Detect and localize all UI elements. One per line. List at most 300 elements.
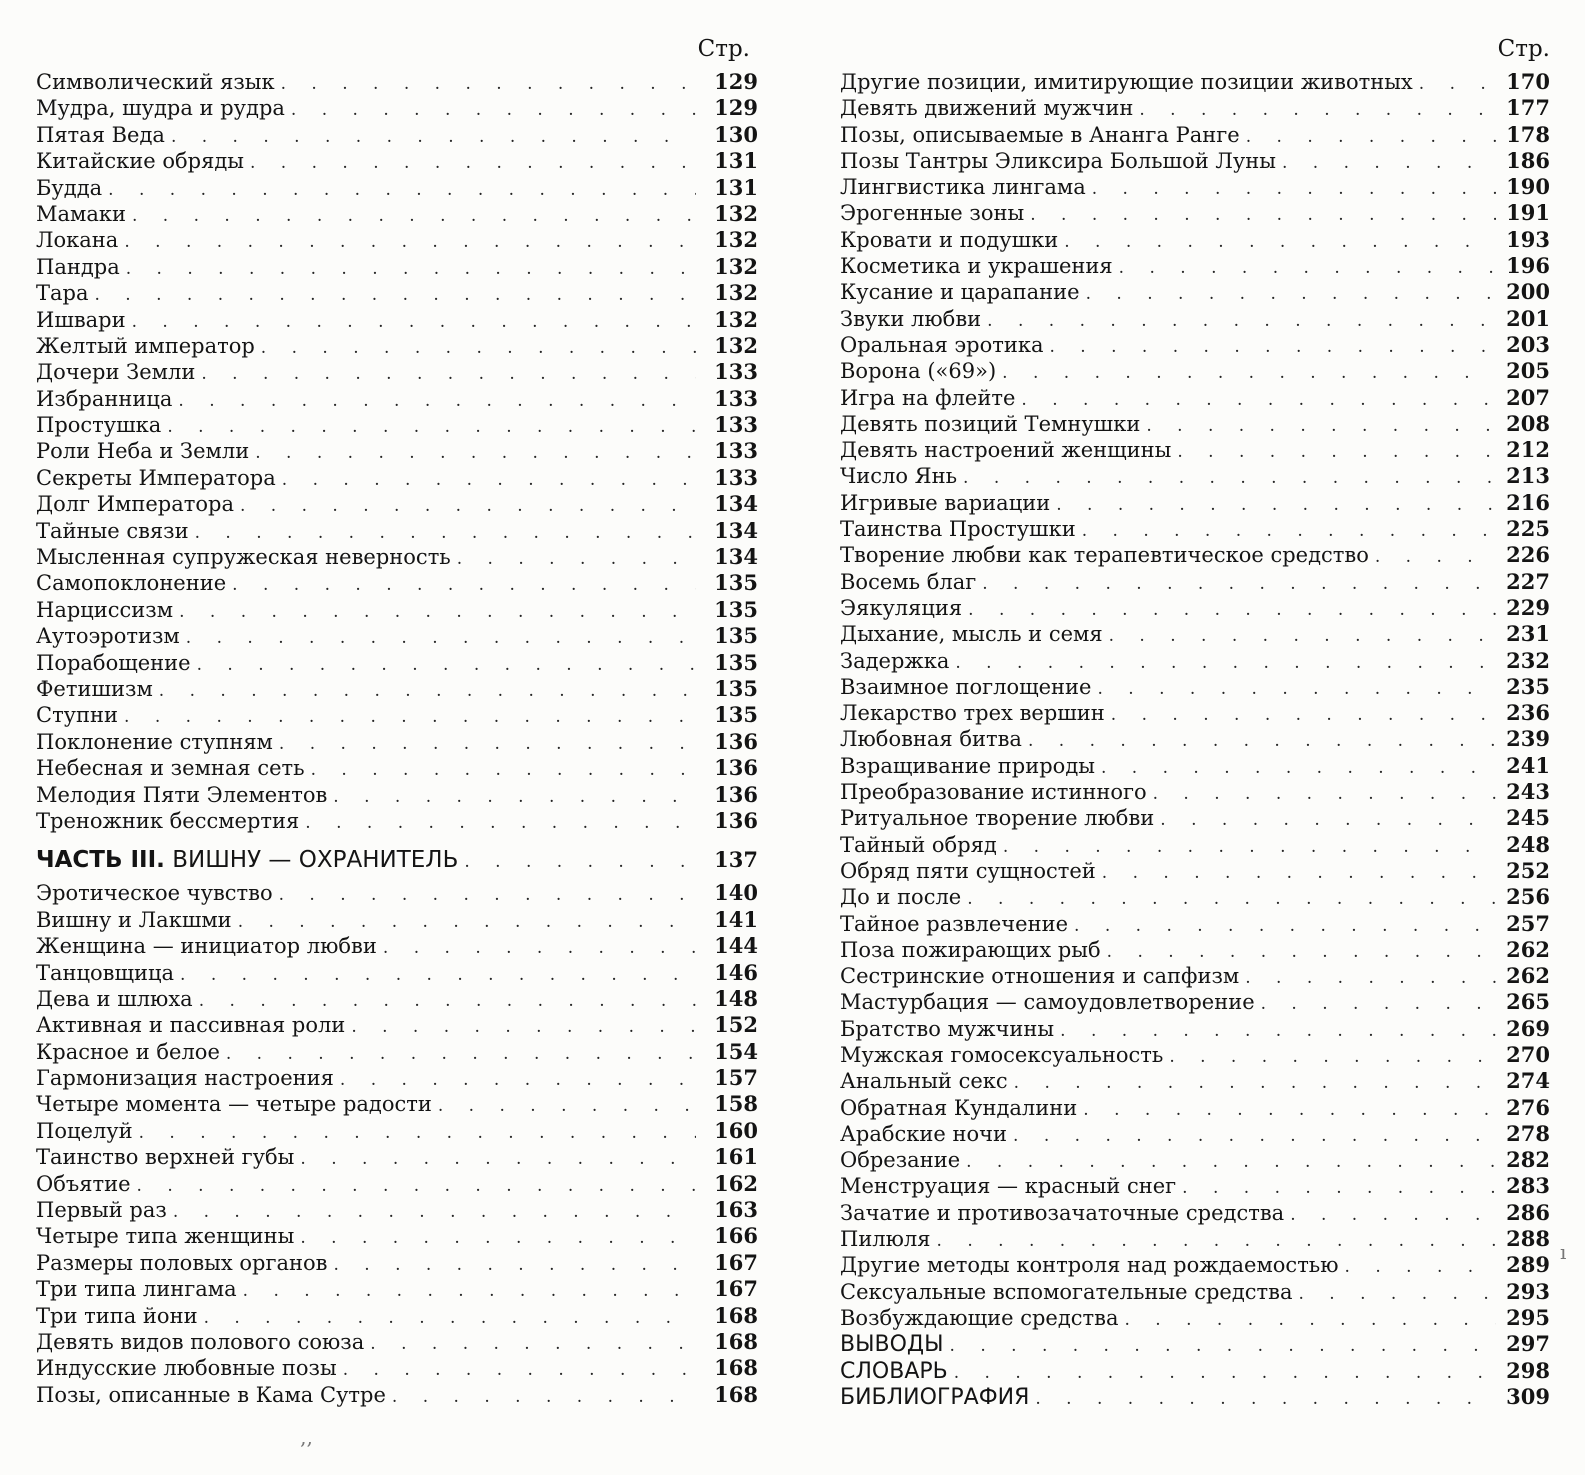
toc-entry-page: 208	[1506, 410, 1550, 436]
toc-entry-title: Эрогенные зоны	[840, 201, 1025, 226]
toc-entry-title: Девять видов полового союза	[36, 1329, 365, 1354]
dot-leader	[1261, 991, 1496, 1015]
toc-entry-page: 295	[1506, 1304, 1550, 1330]
toc-entry-title: Пандра	[36, 254, 120, 279]
toc-entry-page: 227	[1506, 568, 1550, 594]
toc-entry-page: 133	[714, 359, 758, 385]
toc-entry	[36, 1197, 758, 1223]
toc-entry-page: 135	[714, 675, 758, 701]
toc-entry-title: Ритуальное творение любви	[840, 806, 1155, 831]
dot-leader	[966, 1149, 1496, 1173]
toc-entry-title: БИБЛИОГРАФИЯ	[840, 1384, 1030, 1410]
toc-entry	[36, 650, 758, 676]
toc-entry	[840, 753, 1550, 779]
dot-leader	[124, 704, 696, 728]
toc-entry-page: 289	[1506, 1252, 1550, 1278]
toc-entry-title: Вишну и Лакшми	[36, 907, 232, 932]
page-column-header: Стр.	[1497, 36, 1550, 62]
toc-entry-page: 136	[714, 807, 758, 833]
toc-entry	[36, 359, 758, 385]
dot-leader	[124, 229, 696, 253]
toc-entry	[840, 385, 1550, 411]
toc-entry-page: 203	[1506, 331, 1550, 357]
toc-entry-title: Обрезание	[840, 1148, 961, 1173]
toc-entry-title: Лингвистика лингама	[840, 175, 1086, 200]
toc-entry-page: 262	[1506, 936, 1550, 962]
dot-leader	[204, 1305, 696, 1329]
toc-entry	[840, 1226, 1550, 1252]
toc-entry	[36, 1039, 758, 1065]
toc-column-right	[840, 38, 1550, 1410]
toc-entry	[840, 253, 1550, 279]
toc-entry-page: 133	[714, 438, 758, 464]
toc-entry-title: Позы Тантры Эликсира Большой Луны	[840, 148, 1276, 173]
toc-entry	[36, 1303, 758, 1329]
dot-leader	[343, 1357, 696, 1381]
toc-entry	[36, 834, 758, 880]
toc-entry	[840, 1095, 1550, 1121]
toc-entry-title: Эякуляция	[840, 595, 963, 620]
dot-leader	[171, 124, 696, 148]
dot-leader	[1021, 387, 1496, 411]
toc-entry-page: 152	[714, 1012, 758, 1038]
dot-leader	[300, 1146, 696, 1170]
toc-entry-page: 252	[1506, 857, 1550, 883]
toc-entry-title: Небесная и земная сеть	[36, 756, 305, 781]
toc-entry	[840, 858, 1550, 884]
toc-entry-title: Четыре типа женщины	[36, 1224, 295, 1249]
toc-entry	[36, 1065, 758, 1091]
dot-leader	[1245, 965, 1496, 989]
toc-entry-title: Косметика и украшения	[840, 254, 1113, 279]
toc-entry-page: 265	[1506, 989, 1550, 1015]
toc-entry-page: 148	[714, 985, 758, 1011]
toc-entry-page: 232	[1506, 647, 1550, 673]
toc-entry-page: 132	[714, 280, 758, 306]
toc-entry-page: 130	[714, 121, 758, 147]
toc-entry-page: 168	[714, 1381, 758, 1407]
toc-entry	[840, 648, 1550, 674]
dot-leader	[311, 757, 696, 781]
toc-entry	[840, 884, 1550, 910]
toc-entry	[36, 122, 758, 148]
dot-leader	[333, 1252, 696, 1276]
toc-entry	[840, 1173, 1550, 1199]
dot-leader	[340, 1067, 696, 1091]
toc-entry-title: Позы, описываемые в Ананга Ранге	[840, 122, 1240, 147]
toc-entry	[36, 1223, 758, 1249]
toc-entry	[36, 148, 758, 174]
toc-entry-page: 168	[714, 1355, 758, 1381]
toc-entry	[840, 937, 1550, 963]
page-column-header: Стр.	[697, 36, 750, 62]
toc-entry-title: Пятая Веда	[36, 122, 165, 147]
dot-leader	[1375, 544, 1496, 568]
toc-entry-title: Позы, описанные в Кама Сутре	[36, 1382, 386, 1407]
toc-entry	[36, 201, 758, 227]
toc-entry	[36, 69, 758, 95]
toc-entry-title: Творение любви как терапевтическое средство	[840, 543, 1369, 568]
toc-entry-page: 170	[1506, 69, 1550, 94]
toc-entry-title: Число Янь	[840, 464, 958, 489]
toc-list-left	[36, 69, 758, 1408]
dot-leader	[1014, 1070, 1496, 1094]
toc-entry-title: Мудра, шудра и рудра	[36, 96, 285, 121]
toc-entry	[36, 960, 758, 986]
dot-leader	[1028, 728, 1496, 752]
toc-entry	[36, 465, 758, 491]
toc-entry	[840, 805, 1550, 831]
toc-entry-page: 167	[714, 1276, 758, 1302]
dot-leader	[955, 650, 1496, 674]
toc-list-right	[840, 69, 1550, 1410]
toc-entry-title: Ишвари	[36, 307, 126, 332]
dot-leader	[1083, 1097, 1496, 1121]
toc-entry-page: 135	[714, 596, 758, 622]
dot-leader	[137, 1173, 696, 1197]
toc-entry-title: Размеры половых органов	[36, 1250, 328, 1275]
dot-leader	[950, 1333, 1496, 1357]
toc-entry	[840, 463, 1550, 489]
dot-leader	[1111, 702, 1496, 726]
dot-leader	[1177, 439, 1496, 463]
dot-leader	[1092, 176, 1496, 200]
toc-entry	[840, 674, 1550, 700]
dot-leader	[1035, 1386, 1496, 1410]
toc-entry-page: 177	[1506, 95, 1550, 121]
dot-leader	[954, 1360, 1496, 1384]
dot-leader	[1086, 281, 1496, 305]
toc-entry	[840, 832, 1550, 858]
toc-entry-page: 136	[714, 781, 758, 807]
toc-entry	[36, 227, 758, 253]
toc-entry	[36, 1144, 758, 1170]
dot-leader	[282, 467, 696, 491]
toc-entry-page: 297	[1506, 1331, 1550, 1357]
toc-entry	[840, 1068, 1550, 1094]
toc-entry-page: 129	[714, 95, 758, 121]
toc-entry-page: 298	[1506, 1357, 1550, 1383]
toc-entry-title: Таинство верхней губы	[36, 1145, 295, 1170]
toc-entry-page: 135	[714, 570, 758, 596]
toc-entry-title: Кусание и царапание	[840, 280, 1080, 305]
dot-leader	[186, 625, 696, 649]
toc-entry-title: Взаимное поглощение	[840, 674, 1092, 699]
toc-entry	[840, 700, 1550, 726]
toc-entry	[840, 989, 1550, 1015]
toc-entry	[840, 148, 1550, 174]
toc-entry-page: 282	[1506, 1147, 1550, 1173]
dot-leader	[173, 1199, 696, 1223]
dot-leader	[300, 1225, 696, 1249]
toc-entry-title: Простушка	[36, 413, 162, 438]
toc-entry-page: 137	[714, 847, 758, 873]
toc-entry-title: Долг Императора	[36, 492, 234, 517]
toc-entry-title: Первый раз	[36, 1198, 167, 1223]
toc-entry-page: 129	[714, 69, 758, 94]
toc-entry-title: Тайное развлечение	[840, 911, 1069, 936]
toc-entry	[36, 1276, 758, 1302]
toc-entry-title: Кровати и подушки	[840, 227, 1059, 252]
toc-entry-page: 205	[1506, 358, 1550, 384]
dot-leader	[967, 886, 1496, 910]
toc-entry-page: 235	[1506, 673, 1550, 699]
toc-entry-title: Дыхание, мысль и семя	[840, 622, 1103, 647]
toc-entry	[840, 332, 1550, 358]
toc-entry-page: 245	[1506, 805, 1550, 831]
toc-entry-title: Поцелуй	[36, 1118, 133, 1143]
toc-entry-title: Игривые вариации	[840, 490, 1051, 515]
toc-entry	[36, 782, 758, 808]
dot-leader	[232, 572, 696, 596]
toc-entry-title: Обратная Кундалини	[840, 1095, 1078, 1120]
dot-leader	[1050, 334, 1497, 358]
dot-leader	[438, 1093, 696, 1117]
dot-leader	[195, 520, 696, 544]
toc-entry-page: 158	[714, 1091, 758, 1117]
toc-entry-title: Нарциссизм	[36, 597, 174, 622]
toc-entry-page: 309	[1506, 1383, 1550, 1409]
dot-leader	[255, 440, 696, 464]
dot-leader	[167, 414, 696, 438]
toc-entry	[36, 1250, 758, 1276]
toc-entry-page: 162	[714, 1170, 758, 1196]
dot-leader	[392, 1384, 696, 1408]
toc-entry	[36, 907, 758, 933]
toc-entry-title	[36, 840, 458, 880]
toc-entry-page: 186	[1506, 147, 1550, 173]
toc-entry	[840, 779, 1550, 805]
dot-leader	[201, 361, 696, 385]
toc-entry	[36, 623, 758, 649]
scan-speck: ı	[1560, 1240, 1567, 1264]
toc-entry	[840, 1147, 1550, 1173]
toc-entry	[840, 542, 1550, 568]
toc-entry-page: 161	[714, 1144, 758, 1170]
toc-entry	[36, 1118, 758, 1144]
dot-leader	[197, 652, 696, 676]
dot-leader	[132, 203, 696, 227]
toc-entry-title: ВЫВОДЫ	[840, 1332, 944, 1358]
toc-entry	[840, 411, 1550, 437]
dot-leader	[178, 388, 696, 412]
toc-entry-title: Девять движений мужчин	[840, 96, 1134, 121]
dot-leader	[333, 784, 696, 808]
toc-entry	[840, 437, 1550, 463]
toc-entry-title: Аутоэротизм	[36, 624, 180, 649]
toc-entry-page: 191	[1506, 200, 1550, 226]
toc-entry-title: Будда	[36, 175, 103, 200]
toc-entry-page: 166	[714, 1223, 758, 1249]
toc-entry	[36, 544, 758, 570]
toc-entry	[840, 279, 1550, 305]
dot-leader	[963, 465, 1496, 489]
dot-leader	[1013, 1123, 1496, 1147]
toc-entry-title: Взращивание природы	[840, 753, 1095, 778]
toc-entry-title: Три типа лингама	[36, 1277, 237, 1302]
toc-entry-page: 262	[1506, 963, 1550, 989]
toc-entry	[36, 412, 758, 438]
toc-entry-page: 131	[714, 174, 758, 200]
dot-leader	[1102, 860, 1496, 884]
part-label: ЧАСТЬ III.	[36, 847, 165, 874]
dot-leader	[937, 1228, 1496, 1252]
toc-entry	[36, 491, 758, 517]
toc-entry-page: 196	[1506, 253, 1550, 279]
toc-column-left	[36, 38, 758, 1408]
toc-entry-title: Активная и пассивная роли	[36, 1013, 346, 1038]
dot-leader	[1290, 1202, 1496, 1226]
dot-leader	[1101, 755, 1496, 779]
toc-entry-page: 133	[714, 385, 758, 411]
toc-entry-page: 193	[1506, 226, 1550, 252]
toc-entry-title: Мысленная супружеская неверность	[36, 545, 451, 570]
toc-entry	[840, 1200, 1550, 1226]
toc-entry-title: Желтый император	[36, 333, 255, 358]
toc-entry-title: Дева и шлюха	[36, 986, 193, 1011]
toc-entry-title: Тайные связи	[36, 518, 189, 543]
toc-entry-page: 134	[714, 491, 758, 517]
part-title: ВИШНУ — ОХРАНИТЕЛЬ	[172, 847, 459, 874]
toc-entry-page: 248	[1506, 831, 1550, 857]
scan-speck: ‚‚	[300, 1425, 313, 1449]
toc-entry	[840, 200, 1550, 226]
dot-leader	[464, 842, 696, 880]
toc-entry-title: Любовная битва	[840, 727, 1022, 752]
dot-leader	[1298, 1281, 1496, 1305]
toc-entry-title: Оральная эротика	[840, 332, 1044, 357]
dot-leader	[982, 571, 1496, 595]
toc-entry	[840, 726, 1550, 752]
dot-leader	[305, 810, 696, 834]
toc-entry	[36, 1382, 758, 1408]
toc-entry-page: 293	[1506, 1278, 1550, 1304]
toc-entry-title: Другие позиции, имитирующие позиции животных	[840, 70, 1413, 94]
toc-entry-page: 225	[1506, 516, 1550, 542]
toc-entry	[840, 1331, 1550, 1357]
toc-entry-page: 256	[1506, 884, 1550, 910]
dot-leader	[179, 599, 696, 623]
toc-entry-page: 231	[1506, 621, 1550, 647]
toc-entry-title: Лекарство трех вершин	[840, 701, 1105, 726]
dot-leader	[243, 1278, 696, 1302]
toc-entry	[840, 1042, 1550, 1068]
toc-entry-page: 270	[1506, 1041, 1550, 1067]
toc-entry-title: Анальный секс	[840, 1069, 1008, 1094]
toc-entry-page: 134	[714, 544, 758, 570]
toc-entry	[36, 438, 758, 464]
toc-entry-page: 131	[714, 148, 758, 174]
toc-entry	[36, 175, 758, 201]
toc-entry-title: Женщина — инициатор любви	[36, 934, 377, 959]
dot-leader	[1119, 255, 1496, 279]
toc-entry-page: 288	[1506, 1226, 1550, 1252]
toc-entry-page: 286	[1506, 1199, 1550, 1225]
dot-leader	[1125, 1307, 1497, 1331]
toc-entry-title: Эротическое чувство	[36, 881, 273, 906]
toc-entry	[840, 358, 1550, 384]
dot-leader	[968, 597, 1496, 621]
toc-entry-title: Обряд пяти сущностей	[840, 858, 1096, 883]
dot-leader	[987, 308, 1496, 332]
toc-entry	[36, 755, 758, 781]
toc-entry-title: Фетишизм	[36, 676, 153, 701]
toc-entry-title: Пилюля	[840, 1227, 931, 1252]
dot-leader	[240, 493, 696, 517]
toc-entry	[36, 1355, 758, 1381]
toc-entry-title: Объятие	[36, 1171, 131, 1196]
toc-entry	[840, 1384, 1550, 1410]
toc-entry-page: 190	[1506, 174, 1550, 200]
toc-entry-title: Индусские любовные позы	[36, 1356, 337, 1381]
toc-entry-title: Звуки любви	[840, 306, 982, 331]
toc-entry-page: 133	[714, 412, 758, 438]
toc-entry-page: 132	[714, 253, 758, 279]
toc-entry	[36, 1012, 758, 1038]
toc-entry-page: 212	[1506, 437, 1550, 463]
toc-entry-page: 276	[1506, 1094, 1550, 1120]
toc-entry-title: Символический язык	[36, 70, 275, 94]
toc-entry-title: Три типа йони	[36, 1303, 198, 1328]
toc-entry	[36, 880, 758, 906]
toc-entry	[36, 597, 758, 623]
toc-entry	[36, 702, 758, 728]
toc-entry-title: Самопоклонение	[36, 571, 227, 596]
toc-entry	[840, 306, 1550, 332]
toc-entry-title: Девять позиций Темнушки	[840, 411, 1141, 436]
dot-leader	[159, 678, 696, 702]
dot-leader	[1169, 1044, 1496, 1068]
dot-leader	[1003, 834, 1496, 858]
toc-entry-page: 200	[1506, 279, 1550, 305]
toc-entry-page: 241	[1506, 752, 1550, 778]
toc-entry-title: Китайские обряды	[36, 149, 244, 174]
dot-leader	[291, 97, 696, 121]
toc-entry	[36, 386, 758, 412]
toc-entry-page: 136	[714, 755, 758, 781]
toc-entry-page: 168	[714, 1302, 758, 1328]
toc-entry-title: Мастурбация — самоудовлетворение	[840, 990, 1255, 1015]
toc-entry	[840, 69, 1550, 95]
toc-entry-title: Ворона («69»)	[840, 359, 997, 384]
toc-entry-page: 226	[1506, 542, 1550, 568]
dot-leader	[1109, 623, 1496, 647]
dot-leader	[1282, 150, 1496, 174]
toc-entry-page: 257	[1506, 910, 1550, 936]
toc-entry-title: Красное и белое	[36, 1039, 220, 1064]
toc-entry-page: 201	[1506, 305, 1550, 331]
toc-entry-page: 207	[1506, 384, 1550, 410]
toc-entry-page: 157	[714, 1065, 758, 1091]
toc-entry-page: 168	[714, 1328, 758, 1354]
dot-leader	[1074, 913, 1496, 937]
dot-leader	[1146, 413, 1496, 437]
toc-entry-page: 274	[1506, 1068, 1550, 1094]
toc-entry-title: Танцовщица	[36, 960, 175, 985]
toc-entry	[840, 569, 1550, 595]
toc-entry	[840, 95, 1550, 121]
dot-leader	[370, 1331, 696, 1355]
dot-leader	[383, 935, 696, 959]
toc-entry-title: Поклонение ступням	[36, 729, 273, 754]
toc-entry	[36, 933, 758, 959]
toc-entry-page: 132	[714, 227, 758, 253]
dot-leader	[1345, 1254, 1496, 1278]
toc-entry-page: 278	[1506, 1120, 1550, 1146]
toc-entry-page: 144	[714, 933, 758, 959]
toc-entry	[36, 676, 758, 702]
toc-entry	[840, 911, 1550, 937]
